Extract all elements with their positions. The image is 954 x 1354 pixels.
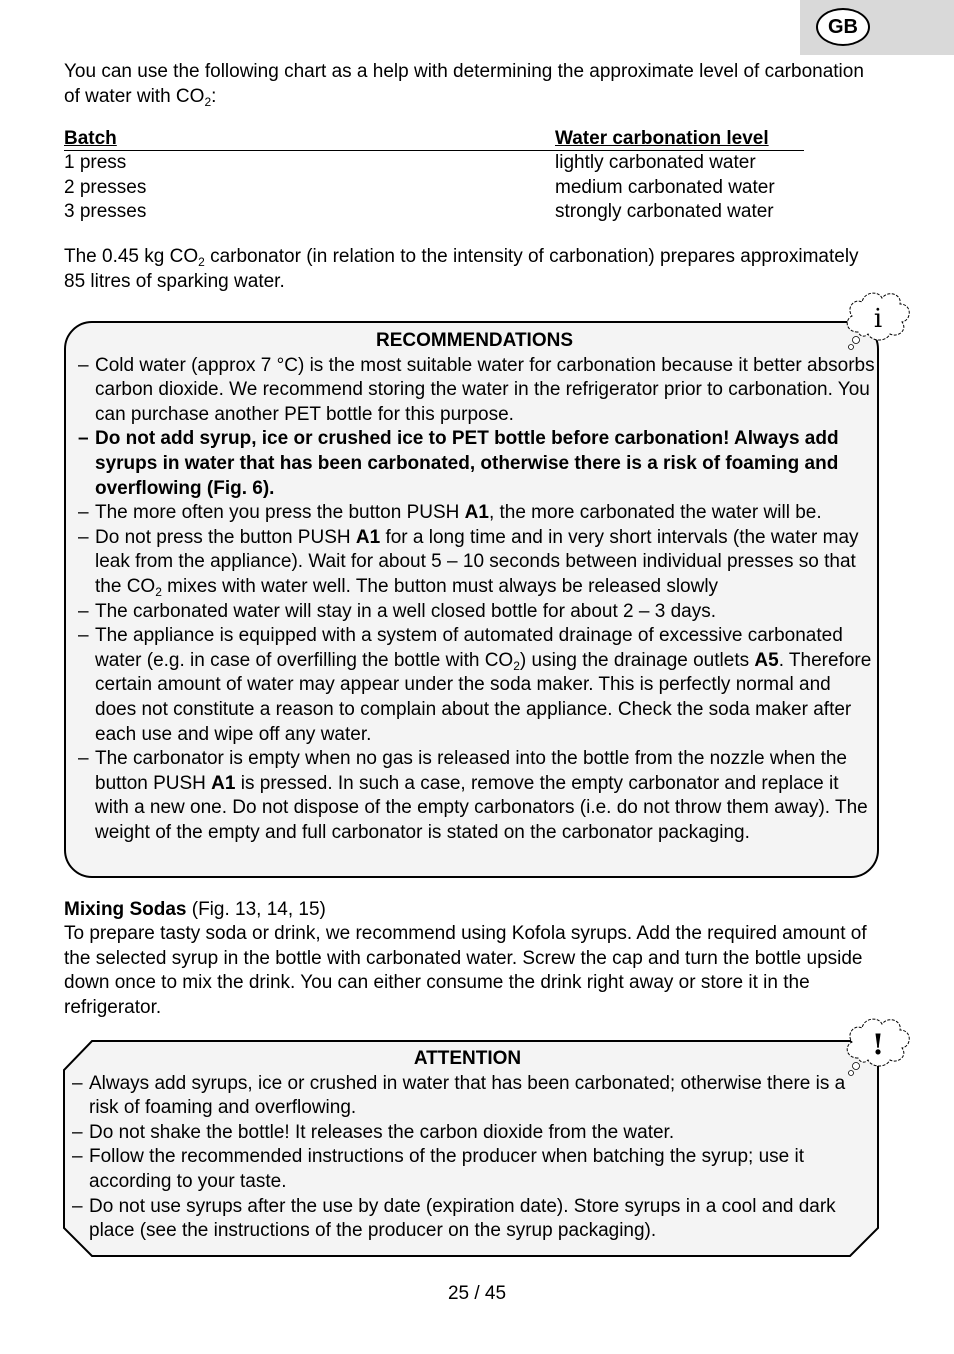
language-badge: GB: [816, 8, 870, 46]
button-ref: A1: [464, 502, 489, 524]
attention-item: [66, 1121, 875, 1146]
attention-text: Do not use syrups after the use by date (expiration date). Store syrups in a cool and dark place (see the instructions of the producer on the syrup packaging).: [89, 1195, 836, 1242]
mixing-heading-line: [64, 898, 884, 923]
recommendation-text: is pressed. In such a case, remove the empty carbonator and replace it with a new one. Do not dispose of the empty carbonators (i.e. do not throw them away). The weight of the empty and full carbonator is stated on the carbonator packaging.: [95, 772, 868, 843]
recommendation-text: , the more carbonated the water will be.: [488, 502, 822, 524]
recommendation-text: Do not press the button PUSH: [95, 526, 356, 548]
attention-item: [66, 1195, 875, 1244]
recommendation-text: for a long time and in very short intervals (the water may leak from the appliance). Wait for about 5 – 10 seconds between individual presses so that the CO: [95, 526, 859, 597]
page-number: 25 / 45: [447, 1283, 507, 1304]
table-header-batch: Batch: [64, 128, 117, 149]
recommendation-item: [72, 526, 877, 600]
intro-paragraph: [64, 60, 884, 109]
attention-item: [66, 1072, 875, 1121]
warning-symbol: !: [871, 1028, 885, 1061]
table-cell-level: medium carbonated water: [555, 176, 775, 198]
table-cell-level: strongly carbonated water: [555, 201, 774, 223]
recommendation-text: mixes with water well. The button must always be released slowly: [161, 575, 719, 597]
table-cell-batch: 3 presses: [64, 201, 147, 223]
recommendation-text: The appliance is equipped with a system of automated drainage of excessive carbonated water (e.g. in case of overfilling the bottle with CO: [95, 625, 843, 671]
recommendation-text: The carbonator is empty when no gas is released into the bottle from the nozzle when the button PUSH: [95, 748, 847, 794]
recommendation-text: . Therefore certain amount of water may appear under the soda maker. This is perfectly normal and does not constitute a reason to complain about the appliance. Check the soda maker after each use and wipe off any water.: [95, 649, 872, 745]
carbonator-note-text: The 0.45 kg CO: [64, 246, 199, 267]
attention-text: Always add syrups, ice or crushed in water that has been carbonated; otherwise there is a risk of foaming and overflowing.: [89, 1072, 846, 1119]
table-header-level: Water carbonation level: [555, 128, 769, 149]
recommendation-item: [72, 624, 877, 747]
table-cell-batch: 2 presses: [64, 176, 147, 198]
warning-cloud-icon: [842, 1016, 914, 1082]
carbonator-note-subscript: 2: [198, 255, 205, 269]
button-ref: A1: [211, 772, 236, 794]
outlet-ref: A5: [754, 649, 779, 671]
recommendation-text: The carbonated water will stay in a well closed bottle for about 2 – 3 days.: [95, 600, 717, 622]
carbonator-note: [64, 245, 884, 294]
recommendation-item: [72, 354, 877, 428]
table-header-row: [64, 127, 804, 151]
info-cloud-icon: [842, 290, 914, 356]
subscript: 2: [155, 584, 162, 599]
recommendation-item: [72, 747, 877, 845]
table-row: [64, 200, 804, 225]
recommendation-item: [72, 501, 877, 526]
intro-text: You can use the following chart as a help with determining the approximate level of carbonation of water with CO: [64, 61, 864, 107]
recommendation-text: The more often you press the button PUSH: [95, 502, 465, 524]
attention-text: Do not shake the bottle! It releases the carbon dioxide from the water.: [89, 1121, 675, 1143]
recommendation-item: [72, 600, 877, 625]
carbonation-table: [64, 127, 804, 225]
recommendation-text: ) using the drainage outlets: [519, 649, 755, 671]
table-row: [64, 151, 804, 176]
intro-tail: :: [211, 85, 217, 107]
table-row: [64, 176, 804, 201]
recommendation-text: Do not add syrup, ice or crushed ice to PET bottle before carbonation! Always add syrups in water that has been carbonated, otherwise there is a risk of foaming and overflowing (Fig. 6).: [95, 428, 839, 499]
mixing-heading: Mixing Sodas: [64, 899, 187, 920]
recommendations-box: [64, 321, 879, 878]
attention-text: Follow the recommended instructions of the producer when batching the syrup; use it according to your taste.: [89, 1146, 804, 1192]
recommendations-title: RECOMMENDATIONS: [375, 330, 574, 351]
info-symbol: i: [873, 304, 883, 334]
intro-subscript: 2: [204, 94, 212, 109]
table-cell-level: lightly carbonated water: [555, 152, 756, 173]
carbonator-note-text-end: carbonator (in relation to the intensity of carbonation) prepares approximately 85 litres of sparking water.: [64, 246, 859, 292]
table-cell-batch: 1 press: [64, 152, 127, 173]
button-ref: A1: [355, 526, 381, 548]
attention-title: ATTENTION: [413, 1048, 522, 1069]
subscript: 2: [513, 658, 520, 673]
recommendation-text: Cold water (approx 7 °C) is the most suitable water for carbonation because it better absorbs carbon dioxide. We recommend storing the water in the refrigerator prior to carbonation. You can purchase another PET bottle for this purpose.: [95, 354, 875, 425]
mixing-paragraph: To prepare tasty soda or drink, we recommend using Kofola syrups. Add the required amount of the selected syrup in the bottle with carbonated water. Screw the cap and turn the bottle upside down once to mix the drink. You can either consume the drink right away or store it in the refrigerator.: [64, 923, 867, 1018]
recommendation-item: [72, 427, 877, 501]
language-tab: [800, 0, 954, 55]
mixing-figs: (Fig. 13, 14, 15): [186, 899, 326, 920]
attention-item: [66, 1145, 875, 1194]
